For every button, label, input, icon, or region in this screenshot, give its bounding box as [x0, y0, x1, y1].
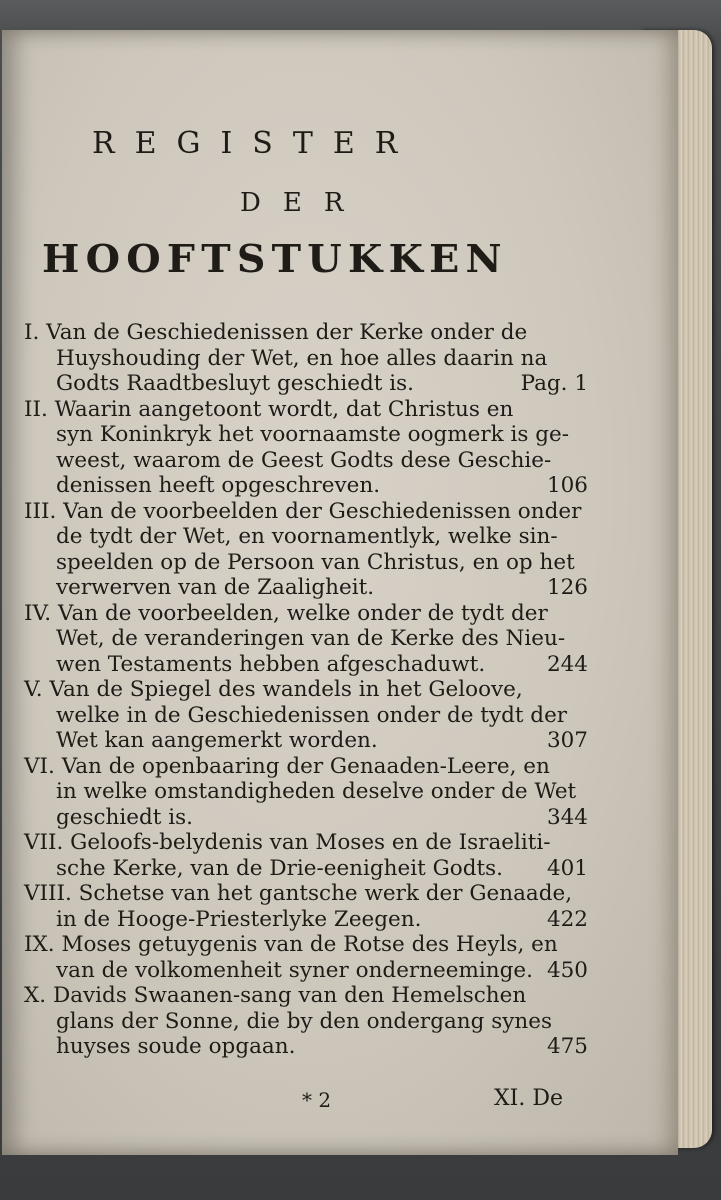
chapter-line: IV. Van de voorbeelden, welke onder de tydt der — [24, 600, 548, 626]
chapter-entry — [24, 754, 614, 831]
chapter-line: II. Waarin aangetoont wordt, dat Christus en — [24, 396, 514, 422]
chapter-list — [24, 320, 614, 1060]
chapter-line: in de Hooge-Priesterlyke Zeegen. 422 — [56, 906, 588, 932]
chapter-entry — [24, 397, 614, 499]
page-number: 126 — [546, 575, 588, 600]
chapter-line: I. Van de Geschiedenissen der Kerke onder de — [24, 320, 528, 345]
page-number: Pag. 1 — [520, 371, 588, 396]
chapter-entry — [24, 601, 614, 678]
heading-register: REGISTER — [92, 126, 418, 161]
chapter-entry — [24, 983, 614, 1060]
page-number: 244 — [546, 651, 588, 677]
chapter-line: VIII. Schetse van het gantsche werk der Genaade, — [24, 881, 573, 906]
chapter-entry — [24, 881, 614, 932]
chapter-line: denissen heeft opgeschreven. 106 — [56, 473, 588, 498]
catchword: XI. De — [494, 1086, 563, 1111]
page-number: 106 — [546, 473, 588, 498]
chapter-line: weest, waarom de Geest Godts dese Geschie- — [56, 447, 552, 473]
chapter-line: van de volkomenheit syner onderneeminge. 450 — [56, 957, 588, 983]
page-number: 344 — [546, 804, 588, 830]
chapter-entry — [24, 830, 614, 881]
chapter-line: Godts Raadtbesluyt geschiedt is. Pag. 1 — [56, 371, 588, 396]
signature-mark: * 2 — [302, 1088, 332, 1112]
chapter-entry — [24, 499, 614, 601]
heading-hooftstukken: HOOFTSTUKKEN — [42, 236, 508, 281]
chapter-line: huyses soude opgaan. 475 — [56, 1034, 588, 1059]
book-page — [2, 30, 678, 1155]
chapter-line: VI. Van de openbaaring der Genaaden-Leere, en — [24, 753, 550, 779]
chapter-line: speelden op de Persoon van Christus, en op het — [56, 549, 575, 575]
chapter-line: IX. Moses getuygenis van de Rotse des Heyls, en — [24, 932, 558, 957]
chapter-line: verwerven van de Zaaligheit. 126 — [56, 575, 588, 600]
chapter-line: glans der Sonne, die by den ondergang synes — [56, 1008, 553, 1034]
chapter-line: wen Testaments hebben afgeschaduwt. 244 — [56, 651, 588, 677]
page-number: 401 — [546, 855, 588, 881]
chapter-line: in welke omstandigheden deselve onder de Wet — [56, 779, 577, 804]
chapter-entry — [24, 932, 614, 983]
chapter-line: Wet kan aangemerkt worden. 307 — [56, 728, 588, 753]
chapter-entry — [24, 677, 614, 754]
chapter-line: Wet, de veranderingen van de Kerke des Nieu- — [56, 626, 566, 651]
page-number: 450 — [546, 957, 588, 983]
chapter-line: syn Koninkryk het voornaamste oogmerk is ge- — [56, 422, 570, 447]
page-number: 422 — [546, 906, 588, 932]
chapter-line: welke in de Geschiedenissen onder de tydt der — [56, 702, 568, 728]
chapter-line: X. Davids Swaanen-sang van den Hemelschen — [24, 983, 527, 1008]
page-number: 307 — [546, 728, 588, 753]
chapter-line: Huyshouding der Wet, en hoe alles daarin na — [56, 345, 548, 371]
chapter-line: V. Van de Spiegel des wandels in het Geloove, — [24, 677, 523, 702]
chapter-line: de tydt der Wet, en voornamentlyk, welke sin- — [56, 524, 558, 549]
heading-der: DER — [240, 188, 366, 218]
chapter-entry — [24, 320, 614, 397]
page-number: 475 — [546, 1034, 588, 1059]
chapter-line: III. Van de voorbeelden der Geschiedenissen onder — [24, 498, 582, 524]
chapter-line: VII. Geloofs-belydenis van Moses en de Israeliti- — [24, 830, 551, 855]
chapter-line: geschiedt is. 344 — [56, 804, 588, 830]
chapter-line: sche Kerke, van de Drie-eenigheit Godts. 401 — [56, 855, 588, 881]
